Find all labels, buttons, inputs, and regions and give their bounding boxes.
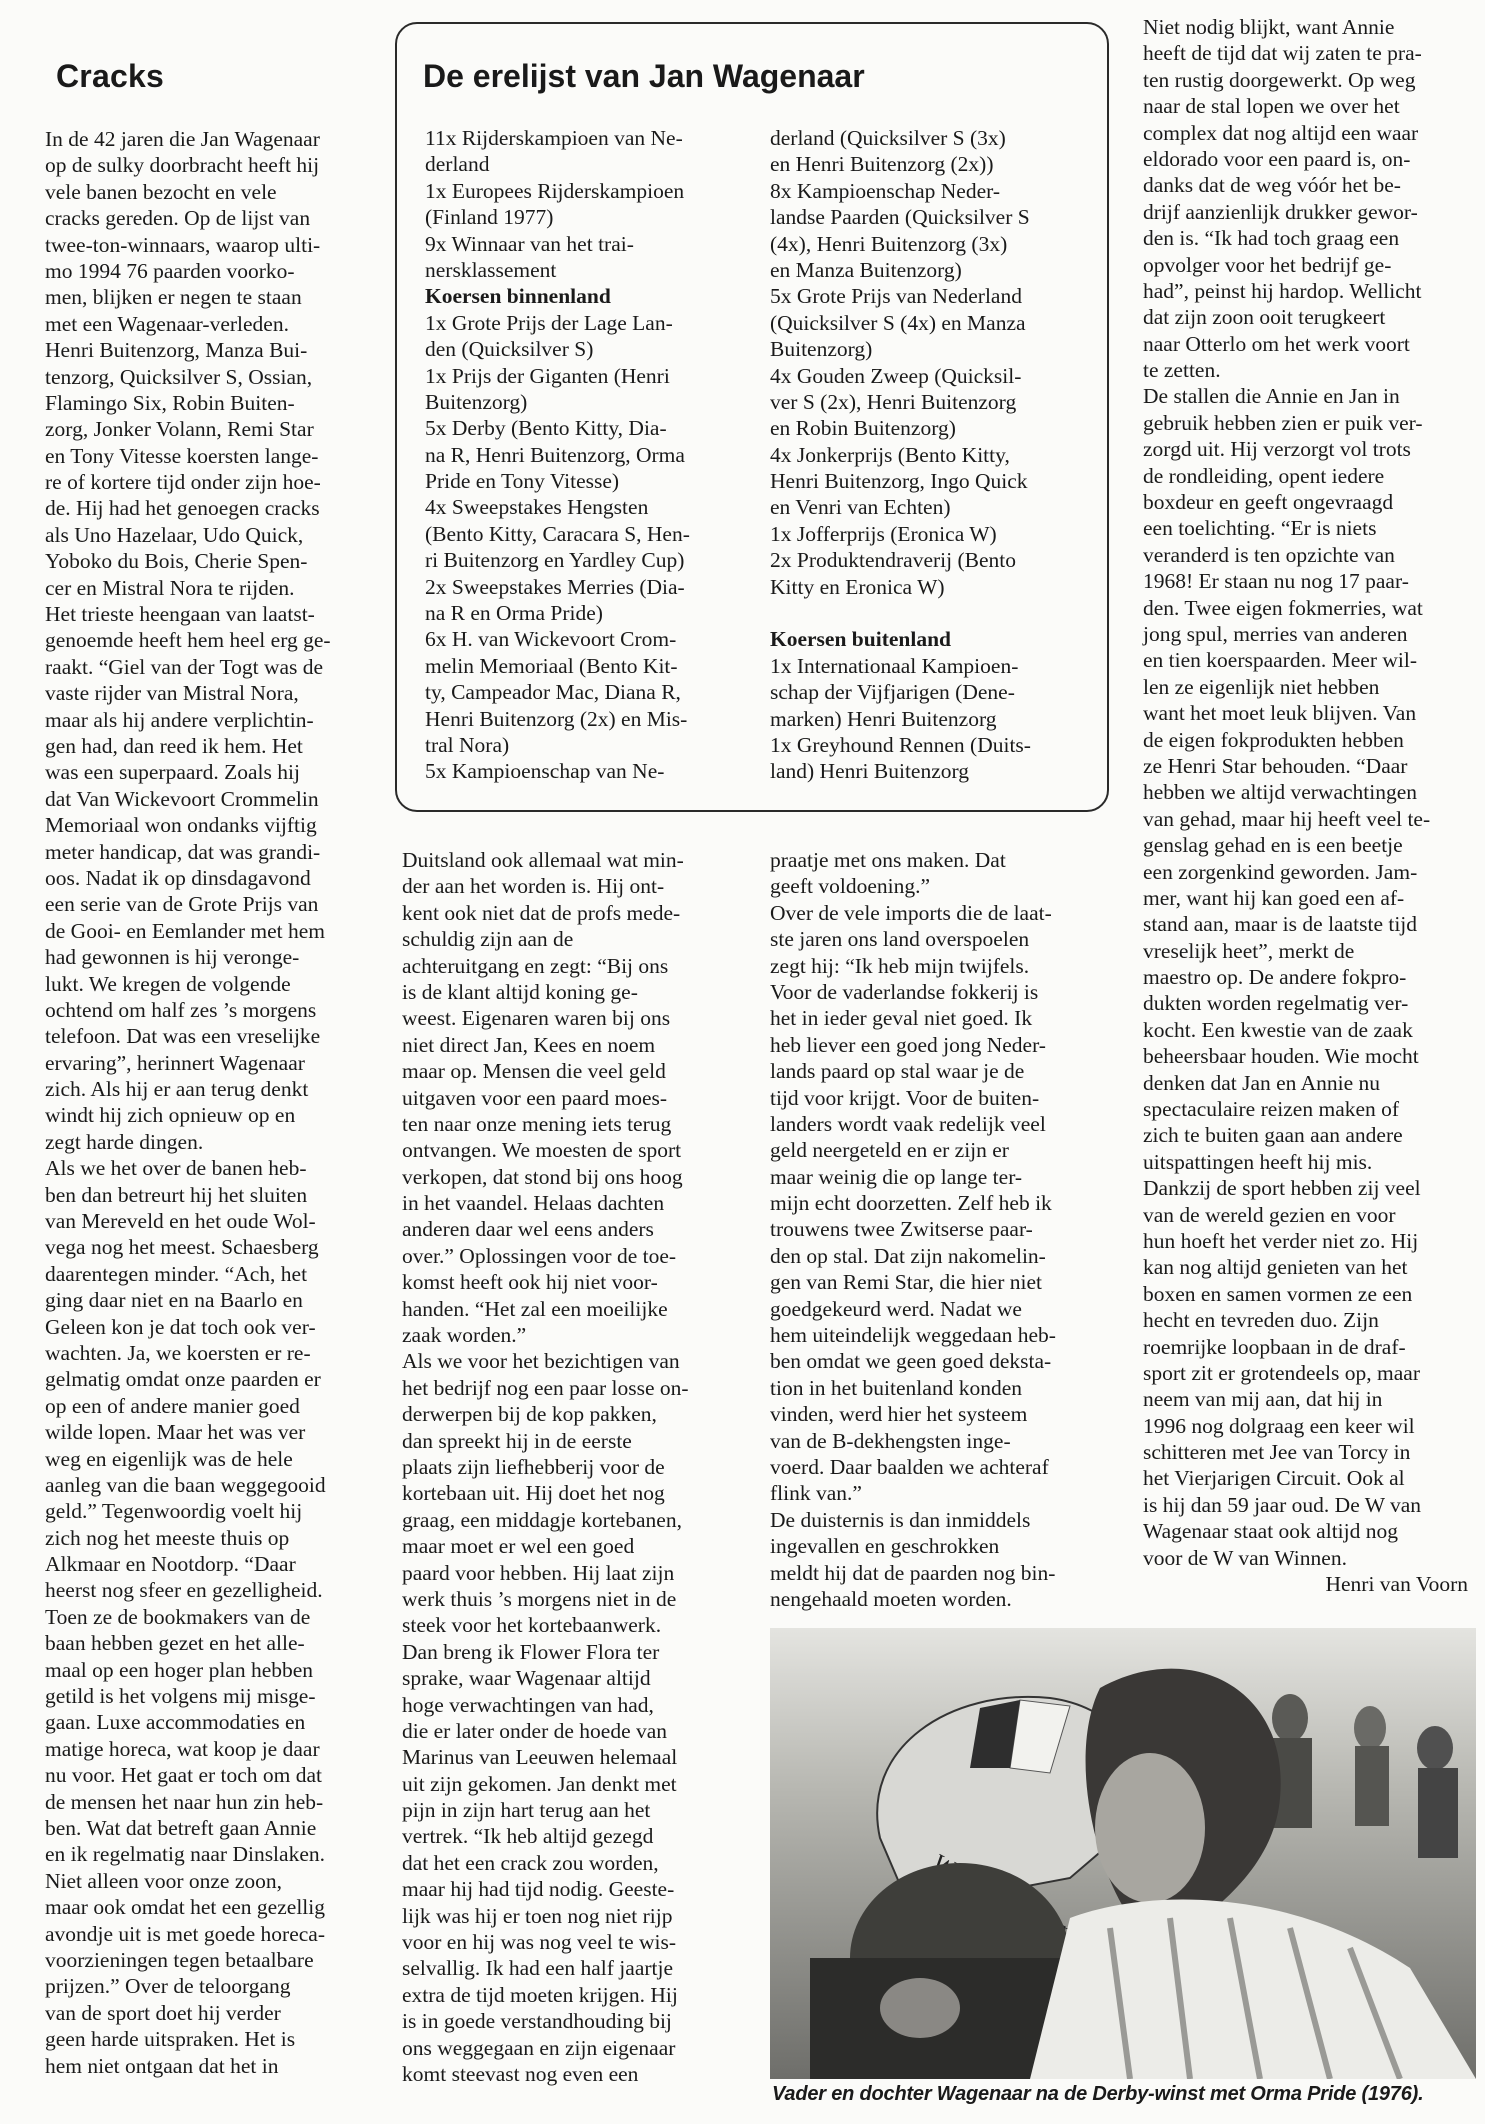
text-line: Niet alleen voor onze zoon, [45,1868,283,1893]
text-line: een zorgenkind geworden. Jam- [1143,859,1418,884]
text-line: naar de stal lopen we over het [1143,94,1400,119]
text-line: vaste rijder van Mistral Nora, [45,681,299,706]
text-line: heeft de tijd dat wij zaten te pra- [1143,41,1422,66]
text-line: had gewonnen is hij veronge- [45,945,300,970]
text-line: ervaring”, herinnert Wagenaar [45,1050,305,1075]
text-line: voor en hij was nog veel te wis- [402,1930,677,1955]
text-line: veranderd is ten opzichte van [1143,542,1395,567]
text-line: Memoriaal won ondanks vijftig [45,813,317,838]
text-line: en Manza Buitenzorg) [770,257,962,282]
text-line: pijn in zijn hart terug aan het [402,1798,651,1823]
text-line: Dankzij de sport hebben zij veel [1143,1176,1421,1201]
text-line: drijf aanzienlijk drukker gewor- [1143,199,1418,224]
text-line: graag, een middagje kortebanen, [402,1507,682,1532]
text-line: baan hebben gezet en het alle- [45,1631,305,1656]
honours-box-right-column [770,125,1031,785]
text-line: Koersen buitenland [770,627,951,652]
text-line: ver S (2x), Henri Buitenzorg [770,389,1017,414]
text-line: een serie van de Grote Prijs van [45,892,319,917]
text-line: Geleen kon je dat toch ook ver- [45,1314,316,1339]
text-line: zich nog het meeste thuis op [45,1525,290,1550]
text-line: tral Nora) [425,732,510,757]
text-line: 9x Winnaar van het trai- [425,231,634,256]
text-line: nengehaald moeten worden. [770,1586,1012,1611]
text-line: 5x Kampioenschap van Ne- [425,759,665,784]
text-line: Henri Buitenzorg, Manza Bui- [45,338,308,363]
text-line: is hij dan 59 jaar oud. De W van [1143,1492,1422,1517]
text-line: maar hij had tijd nodig. Geeste- [402,1877,675,1902]
text-line: ontvangen. We moesten de sport [402,1138,682,1163]
text-line: Flamingo Six, Robin Buiten- [45,390,295,415]
text-line: 1x Internationaal Kampioen- [770,653,1019,678]
text-line: niet direct Jan, Kees en noem [402,1032,656,1057]
text-line: zich te buiten gaan aan andere [1143,1123,1403,1148]
text-line: den. Twee eigen fokmerries, wat [1143,595,1423,620]
article-column-3 [770,847,1056,1612]
text-line: zegt harde dingen. [45,1129,204,1154]
text-line: en Robin Buitenzorg) [770,416,956,441]
text-line: roemrijke loopbaan in de draf- [1143,1334,1406,1359]
text-line: (4x), Henri Buitenzorg (3x) [770,231,1008,256]
text-line: getild is het volgens mij misge- [45,1684,316,1709]
text-line: de mensen het naar hun zin heb- [45,1789,324,1814]
text-line: het bedrijf nog een paar losse on- [402,1375,689,1400]
text-line: gen had, dan reed ik hem. Het [45,733,303,758]
text-line: ri Buitenzorg en Yardley Cup) [425,548,685,573]
text-line: lands paard op stal waar je de [770,1059,1025,1084]
text-line: zorg, Jonker Volann, Remi Star [45,417,314,442]
text-line: (Quicksilver S (4x) en Manza [770,310,1026,335]
text-line: meldt hij dat de paarden nog bin- [770,1560,1056,1585]
article-column-1 [45,126,331,2079]
text-line: den op stal. Dat zijn nakomelin- [770,1243,1046,1268]
text-line: weest. Eigenaren waren bij ons [402,1006,671,1031]
text-line: ons weggegaan en zijn eigenaar [402,2035,676,2060]
text-line: in het vaandel. Helaas dachten [402,1191,665,1216]
text-line: Als we het over de banen heb- [45,1156,307,1181]
text-line: geeft voldoening.” [770,874,931,899]
text-line: dat Van Wickevoort Crommelin [45,786,319,811]
text-line: aanleg van die baan weggegooid [45,1472,326,1497]
text-line: kan nog altijd genieten van het [1143,1255,1408,1280]
text-line: schuldig zijn aan de [402,927,574,952]
honours-box-title: De erelijst van Jan Wagenaar [423,58,865,94]
section-title: Cracks [56,58,164,94]
text-line: maar op. Mensen die veel geld [402,1059,666,1084]
text-line: oos. Nadat ik op dinsdagavond [45,865,311,890]
text-line: 2x Produktendraverij (Bento [770,548,1017,573]
text-line: spectaculaire reizen maken of [1143,1097,1400,1122]
text-line: cer en Mistral Nora te rijden. [45,575,295,600]
text-line: flink van.” [770,1481,862,1506]
text-line: mo 1994 76 paarden voorko- [45,258,295,283]
text-line: Niet nodig blijkt, want Annie [1143,15,1395,39]
text-line: Henri Buitenzorg, Ingo Quick [770,469,1028,494]
text-line: voorzieningen tegen betaalbare [45,1947,314,1972]
text-line: en Venri van Echten) [770,495,951,520]
text-line: praatje met ons maken. Dat [770,848,1006,872]
text-line: den is. “Ik had toch graag een [1143,226,1400,251]
text-line: anderen daar wel eens anders [402,1217,654,1242]
text-line: denken dat Jan en Annie nu [1143,1070,1381,1095]
text-line: ten naar onze mening iets terug [402,1111,672,1136]
text-line: de Gooi- en Eemlander met hem [45,918,325,943]
text-line: selvallig. Ik had een half jaartje [402,1956,674,1981]
text-line: maar weinig die op lange ter- [770,1164,1023,1189]
text-line: hecht en tevreden duo. Zijn [1143,1308,1379,1333]
text-line: voerd. Daar baalden we achteraf [770,1454,1049,1479]
text-line: Buitenzorg) [770,337,873,362]
text-line: maar als hij andere verplichtin- [45,707,314,732]
text-line: zorgd uit. Hij verzorgt vol trots [1143,437,1411,462]
text-line: mijn echt doorzetten. Zelf heb ik [770,1191,1052,1216]
text-line: gen van Remi Star, die hier niet [770,1270,1042,1295]
text-line: uitgaven voor een paard moes- [402,1085,668,1110]
text-line: geld neergeteld en er zijn er [770,1138,1009,1163]
text-line: jong spul, merries van anderen [1143,621,1408,646]
text-line: De duisternis is dan inmiddels [770,1507,1031,1532]
text-line: avondje uit is met goede horeca- [45,1921,325,1946]
text-line: kocht. Een kwestie van de zaak [1143,1017,1413,1042]
text-line: 4x Sweepstakes Hengsten [425,495,649,520]
text-line: ze Henri Star behouden. “Daar [1143,753,1408,778]
text-line: stand aan, maar is de laatste tijd [1143,912,1418,937]
text-line: want het moet leuk blijven. Van [1143,701,1417,726]
text-line: voor de W van Winnen. [1143,1545,1347,1570]
text-line: Kitty en Eronica W) [770,574,945,599]
text-line: met een Wagenaar-verleden. [45,311,289,336]
text-line: 2x Sweepstakes Merries (Dia- [425,574,685,599]
text-line: telefoon. Dat was een vreselijke [45,1024,321,1049]
text-line: derwerpen bij de kop pakken, [402,1402,657,1427]
article-column-4 [1143,14,1468,1597]
text-line: achteruitgang en zegt: “Bij ons [402,953,669,978]
text-line: was een superpaard. Zoals hij [45,760,300,785]
text-line: na R, Henri Buitenzorg, Orma [425,442,685,467]
text-line: Henri Buitenzorg (2x) en Mis- [425,706,688,731]
text-line: 1x Greyhound Rennen (Duits- [770,732,1031,757]
text-line: vega nog het meest. Schaesberg [45,1235,319,1260]
text-line: dat het een crack zou worden, [402,1850,659,1875]
text-line: beheersbaar houden. Wie mocht [1143,1044,1419,1069]
text-line: maal op een hoger plan hebben [45,1657,314,1682]
text-line: Toen ze de bookmakers van de [45,1604,311,1629]
text-line: als Uno Hazelaar, Udo Quick, [45,522,304,547]
text-line: boxen en samen vormen ze een [1143,1281,1413,1306]
author-credit: Henri van Voorn [1325,1572,1468,1597]
text-line: trouwens twee Zwitserse paar- [770,1217,1033,1242]
text-line: die er later onder de hoede van [402,1718,668,1743]
text-line: ochtend om half zes ’s morgens [45,997,317,1022]
text-line: wachten. Ja, we koersten er re- [45,1340,311,1365]
text-line: 4x Gouden Zweep (Quicksil- [770,363,1022,388]
text-line: had”, peinst hij hardop. Wellicht [1143,278,1422,303]
text-line: nu voor. Het gaat er toch om dat [45,1763,323,1788]
text-line: komst heeft ook hij niet voor- [402,1270,658,1295]
text-line: ging daar niet en na Baarlo en [45,1288,303,1313]
text-line: op de sulky doorbracht heeft hij [45,153,320,178]
text-line: Dan breng ik Flower Flora ter [402,1639,660,1664]
text-line: dat zijn zoon ooit terugkeert [1143,305,1386,330]
text-line: meter handicap, dat was grandi- [45,839,321,864]
text-line: In de 42 jaren die Jan Wagenaar [45,127,320,151]
text-line: vreselijk heet”, merkt de [1143,938,1355,963]
text-line: goedgekeurd werd. Nadat we [770,1296,1022,1321]
text-line: zaak worden.” [402,1323,527,1348]
text-line: extra de tijd moeten krijgen. Hij [402,1982,678,2007]
text-line: nersklassement [425,257,557,282]
text-line: derland (Quicksilver S (3x) [770,126,1006,150]
text-line: De stallen die Annie en Jan in [1143,384,1400,409]
text-line: van de wereld gezien en voor [1143,1202,1396,1227]
text-line: land) Henri Buitenzorg [770,759,970,784]
text-line: landse Paarden (Quicksilver S [770,205,1030,230]
text-line: Koersen binnenland [425,284,611,309]
text-line: van Mereveld en het oude Wol- [45,1209,316,1234]
text-line: twee-ton-winnaars, waarop ulti- [45,232,321,257]
text-line: Marinus van Leeuwen helemaal [402,1745,678,1770]
text-line: vertrek. “Ik heb altijd gezegd [402,1824,654,1849]
text-line: kent ook niet dat de profs mede- [402,900,681,925]
text-line: Yoboko du Bois, Cherie Spen- [45,549,308,574]
photo-caption: Vader en dochter Wagenaar na de Derby-winst met Orma Pride (1976). [772,2083,1424,2105]
text-line: Duitsland ook allemaal wat min- [402,848,684,872]
text-line: heerst nog sfeer en gezelligheid. [45,1578,323,1603]
text-line: de rondleiding, opent iedere [1143,463,1385,488]
text-line: vinden, werd hier het systeem [770,1402,1028,1427]
text-line: van de B-dekhengsten inge- [770,1428,1011,1453]
text-line: cracks gereden. Op de lijst van [45,206,311,231]
text-line: complex dat nog altijd een waar [1143,120,1419,145]
text-line: 1x Jofferprijs (Eronica W) [770,521,997,546]
text-line: zegt hij: “Ik heb mijn twijfels. [770,953,1030,978]
text-line: 4x Jonkerprijs (Bento Kitty, [770,442,1010,467]
text-line: 1x Grote Prijs der Lage Lan- [425,310,673,335]
honours-box-left-column [425,125,690,785]
text-line: windt hij zich opnieuw op en [45,1103,296,1128]
text-line: verkopen, dat stond bij ons hoog [402,1164,683,1189]
article-column-2 [402,847,689,2087]
text-line: eldorado voor een paard is, on- [1143,146,1411,171]
text-line: het in ieder geval niet goed. Ik [770,1006,1033,1031]
text-line: geld.” Tegenwoordig voelt hij [45,1499,303,1524]
text-line: Over de vele imports die de laat- [770,900,1052,925]
text-line: 6x H. van Wickevoort Crom- [425,627,677,652]
text-line: Buitenzorg) [425,389,528,414]
text-line: en ik regelmatig naar Dinslaken. [45,1842,325,1867]
text-line: prijzen.” Over de teloorgang [45,1974,291,1999]
photo-father-daughter [770,1628,1476,2079]
text-line: kortebaan uit. Hij doet het nog [402,1481,665,1506]
text-line: ingevallen en geschrokken [770,1534,1000,1559]
text-line: maestro op. De andere fokpro- [1143,965,1407,990]
text-line: en Tony Vitesse koersten lange- [45,443,319,468]
text-line: neem van mij aan, dat hij in [1143,1387,1383,1412]
text-line: is de klant altijd koning ge- [402,979,638,1004]
text-line: hun hoeft het verder niet zo. Hij [1143,1228,1419,1253]
text-line: raakt. “Giel van der Togt was de [45,654,324,679]
text-line: 1x Europees Rijderskampioen [425,178,685,203]
text-line: van de sport doet hij verder [45,2000,281,2025]
text-line: genoemde heeft hem heel erg ge- [45,628,331,653]
text-line: wilde lopen. Maar het was ver [45,1420,306,1445]
text-line: matige horeca, wat koop je daar [45,1736,320,1761]
text-line: heb liever een goed jong Neder- [770,1032,1046,1057]
text-line: en Henri Buitenzorg (2x)) [770,152,994,177]
text-line: Pride en Tony Vitesse) [425,469,620,494]
text-line: Wagenaar staat ook altijd nog [1143,1519,1398,1544]
text-line: de eigen fokprodukten hebben [1143,727,1404,752]
text-line: tenzorg, Quicksilver S, Ossian, [45,364,313,389]
text-line: naar Otterlo om het werk voort [1143,331,1410,356]
text-line: 5x Derby (Bento Kitty, Dia- [425,416,667,441]
text-line: ben omdat we geen goed deksta- [770,1349,1052,1374]
text-line: 5x Grote Prijs van Nederland [770,284,1022,309]
text-line: handen. “Het zal een moeilijke [402,1296,668,1321]
text-line: tijd voor krijgt. Voor de buiten- [770,1085,1040,1110]
text-line: lijk was hij er toen nog niet rijp [402,1903,673,1928]
text-line: men, blijken er negen te staan [45,285,302,310]
text-line: vele banen bezocht en vele [45,179,277,204]
text-line: gebruik hebben zien er puik ver- [1143,410,1423,435]
text-line: 1996 nog dolgraag een keer wil [1143,1413,1415,1438]
text-line: ste jaren ons land overspoelen [770,927,1030,952]
text-line: (Finland 1977) [425,205,554,230]
text-line: lukt. We kregen de volgende [45,971,291,996]
text-line: geen harde uitspraken. Het is [45,2027,296,2052]
text-line: ben. Wat dat betreft gaan Annie [45,1816,317,1840]
text-line: op een of andere manier goed [45,1393,300,1418]
text-line: van gehad, maar hij heeft veel te- [1143,806,1431,831]
text-line: den (Quicksilver S) [425,337,594,362]
text-line: sport zit er grotendeels op, maar [1143,1360,1421,1385]
text-line: hem niet ontgaan dat het in [45,2053,279,2078]
text-line: genslag gehad en is een beetje [1143,833,1403,858]
text-line: opvolger voor het bedrijf ge- [1143,252,1392,277]
text-line: 8x Kampioenschap Neder- [770,178,1001,203]
text-line: dukten worden regelmatig ver- [1143,991,1409,1016]
text-line: melin Memoriaal (Bento Kit- [425,653,678,678]
text-line: het Vierjarigen Circuit. Ook al [1143,1466,1405,1491]
text-line: uit zijn gekomen. Jan denkt met [402,1771,677,1796]
text-line: ben dan betreurt hij het sluiten [45,1182,308,1207]
text-line: hebben we altijd verwachtingen [1143,780,1418,805]
text-line: landers wordt vaak redelijk veel [770,1111,1046,1136]
text-line: paard voor hebben. Hij laat zijn [402,1560,675,1585]
text-line: dan spreekt hij in de eerste [402,1428,632,1453]
text-line: Het trieste heengaan van laatst- [45,602,315,627]
text-line: is in goede verstandhouding bij [402,2009,672,2034]
text-line: re of kortere tijd onder zijn hoe- [45,470,321,495]
text-line: danks dat de weg vóór het be- [1143,173,1401,198]
text-line: maar ook omdat het een gezellig [45,1895,325,1920]
text-line: uitspattingen heeft hij mis. [1143,1149,1373,1174]
text-line: sprake, waar Wagenaar altijd [402,1666,651,1691]
text-line: schitteren met Jee van Torcy in [1143,1440,1411,1465]
text-line: 1x Prijs der Giganten (Henri [425,363,670,388]
text-line: mer, want hij kan goed een af- [1143,885,1405,910]
text-line: zich. Als hij er aan terug denkt [45,1077,309,1102]
text-line: der aan het worden is. Hij ont- [402,874,665,899]
text-line: en tien koerspaarden. Meer wil- [1143,648,1418,673]
text-line: werk thuis ’s morgens niet in de [402,1586,677,1611]
text-line: hem uiteindelijk weggedaan heb- [770,1323,1056,1348]
text-line: weg en eigenlijk was de hele [45,1446,293,1471]
text-line: hoge verwachtingen van had, [402,1692,654,1717]
text-line: gelmatig omdat onze paarden er [45,1367,321,1392]
text-line: Alkmaar en Nootdorp. “Daar [45,1552,296,1577]
text-line: Als we voor het bezichtigen van [402,1349,680,1374]
text-line: een toelichting. “Er is niets [1143,516,1377,541]
text-line: boxdeur en geeft ongevraagd [1143,490,1394,515]
text-line: steek voor het kortebaanwerk. [402,1613,662,1638]
text-line: schap der Vijfjarigen (Dene- [770,680,1015,705]
text-line: derland [425,152,490,177]
text-line: daarentegen minder. “Ach, het [45,1261,308,1286]
text-line: ten rustig doorgewerkt. Op weg [1143,67,1416,92]
text-line: Voor de vaderlandse fokkerij is [770,979,1039,1004]
text-line: (Bento Kitty, Caracara S, Hen- [425,521,690,546]
text-line: ty, Campeador Mac, Diana R, [425,680,681,705]
text-line: marken) Henri Buitenzorg [770,706,997,731]
text-line: 11x Rijderskampioen van Ne- [425,126,683,150]
text-line: over.” Oplossingen voor de toe- [402,1243,677,1268]
text-line: na R en Orma Pride) [425,601,603,626]
text-line: komt steevast nog even een [402,2061,639,2086]
text-line: plaats zijn liefhebberij voor de [402,1454,665,1479]
text-line: te zetten. [1143,358,1221,383]
text-line: de. Hij had het genoegen cracks [45,496,320,521]
text-line: gaan. Luxe accommodaties en [45,1710,306,1735]
text-line: tion in het buitenland konden [770,1375,1022,1400]
text-line [770,600,1031,626]
text-line: maar moet er wel een goed [402,1534,635,1559]
text-line: 1968! Er staan nu nog 17 paar- [1143,569,1409,594]
text-line: len ze eigenlijk niet hebben [1143,674,1380,699]
